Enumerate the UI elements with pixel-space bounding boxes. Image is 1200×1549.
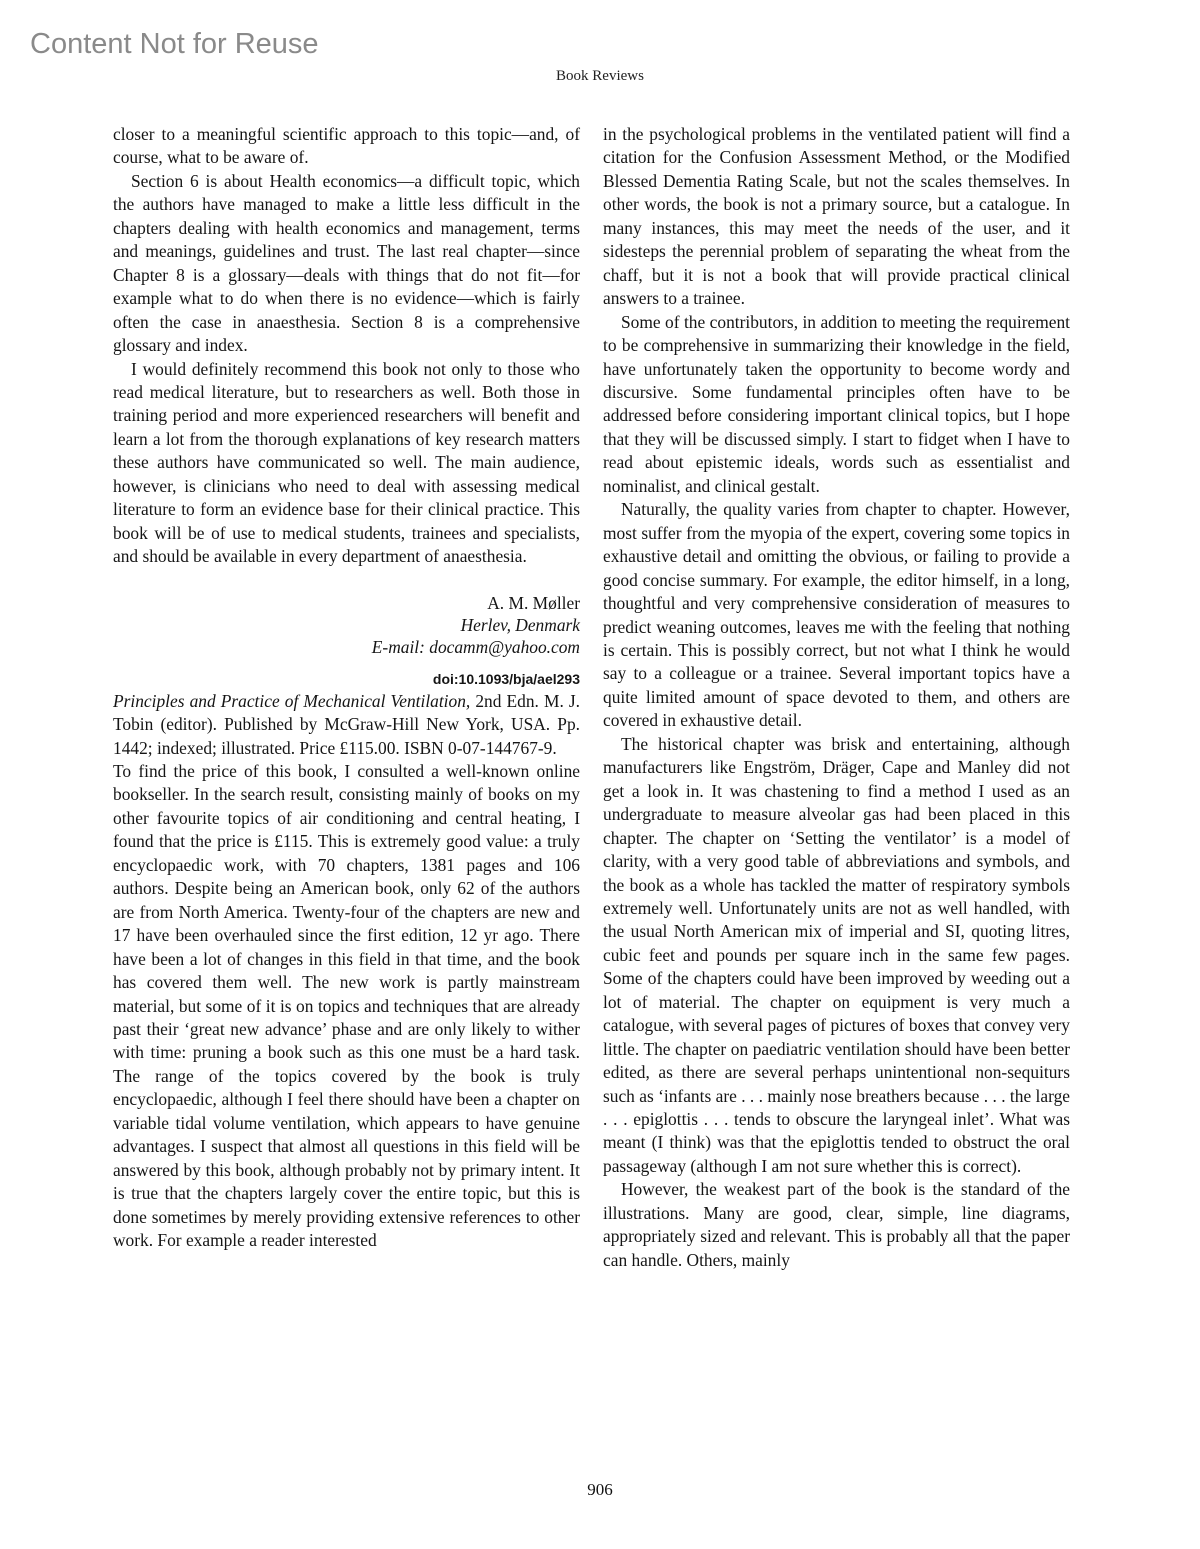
paragraph: Section 6 is about Health economics—a difficult topic, which the authors have managed to make a little less difficult in the chapters dealing with health economics and management, terms and meanings, guidelines and trust. The last real chapter—since Chapter 8 is a glossary—deals with things that do not fit—for example what to do when there is no evidence—which is fairly often the case in anaesthesia. Section 8 is a comprehensive glossary and index.	[113, 170, 580, 356]
book-citation	[113, 690, 580, 760]
paragraph: I would definitely recommend this book not only to those who read medical literature, but to researchers as well. Both those in training period and more experienced researchers will benefit and learn a lot from the thorough explanations of key research matters these authors have communicated so well. The main audience, however, is clinicians who need to deal with assessing medical literature to form an evidence base for their clinical practice. This book will be of use to medical students, trainees and specialists, and should be available in every department of anaesthesia.	[113, 358, 580, 567]
paragraph: Some of the contributors, in addition to meeting the requirement to be comprehensive in summarizing their knowledge in the field, have unfortunately taken the opportunity to become wordy and discursive. Some fundamental principles often have to be addressed before considering important clinical topics, but I hope that they will be discussed simply. I start to fidget when I have to read about epistemic ideals, words such as essentialist and nominalist, and clinical gestalt.	[603, 311, 1070, 496]
watermark: Content Not for Reuse	[30, 28, 319, 60]
reviewer-email: E-mail: docamm@yahoo.com	[371, 636, 580, 657]
paragraph: closer to a meaningful scientific approach to this topic—and, of course, what to be aware of.	[113, 124, 580, 168]
book-title: Principles and Practice of Mechanical Ventilation,	[113, 690, 471, 711]
reviewer-location: Herlev, Denmark	[460, 614, 580, 635]
reviewer-signature	[113, 592, 580, 690]
paragraph: To find the price of this book, I consulted a well-known online bookseller. In the search result, consisting mainly of books on my other favourite topics of air conditioning and central heating, I found that the price is £115. This is extremely good value: a truly encyclopaedic work, with 70 chapters, 1381 pages and 106 authors. Despite being an American book, only 62 of the authors are from North America. Twenty-four of the chapters are new and 17 have been overhauled since the first edition, 12 yr ago. There have been a lot of changes in this field in that time, and the book has covered them well. The new work is partly mainstream material, but some of it is on topics and techniques that are already past their ‘great new advance’ phase and are only likely to wither with time: pruning a book such as this one must be a hard task. The range of the topics covered by the book is truly encyclopaedic, although I feel there should have been a chapter on variable tidal volume ventilation, which appears to have genuine advantages. I suspect that almost all questions in this field will be answered by this book, although probably not by primary intent. It is true that the chapters largely cover the entire topic, but this is done sometimes by merely providing extensive references to other work. For example a reader interested	[113, 760, 580, 1251]
left-column	[113, 123, 580, 1252]
paragraph: Naturally, the quality varies from chapter to chapter. However, most suffer from the myopia of the expert, covering some topics in exhaustive detail and omitting the obvious, or failing to provide a good concise summary. For example, the editor himself, in a long, thoughtful and very comprehensive consideration of measures to predict weaning outcomes, leaves me with the feeling that nothing is certain. This is possibly correct, but not what I think he would say to a colleague or a trainee. Several important topics have a quite limited amount of space devoted to them, and others are covered in exhaustive detail.	[603, 499, 1070, 731]
doi-link[interactable]: doi:10.1093/bja/ael293	[432, 670, 580, 687]
running-head: Book Reviews	[556, 68, 644, 84]
paragraph: in the psychological problems in the ventilated patient will find a citation for the Confusion Assessment Method, or the Modified Blessed Dementia Rating Scale, but not the scales themselves. In other words, the book is not a primary source, but a catalogue. In many instances, this may meet the needs of the user, and it sidesteps the perennial problem of separating the wheat from the chaff, but it is not a book that will provide practical clinical answers to a trainee.	[603, 124, 1070, 309]
right-column	[603, 123, 1070, 1272]
paragraph: The historical chapter was brisk and entertaining, although manufacturers like Engström, Dräger, Cape and Manley did not get a look in. It was chastening to find a method I used as an undergraduate to measure alveolar gas had been placed in this chapter. The chapter on ‘Setting the ventilator’ is a model of clarity, with a very good table of abbreviations and symbols, and the book as a whole has tackled the matter of respiratory symbols extremely well. Unfortunately units are not as well handled, with the usual North American mix of imperial and SI, quoting litres, cubic feet and pounds per square inch in the same few pages. Some of the chapters could have been improved by weeding out a lot of material. The chapter on equipment is very much a catalogue, with several pages of pictures of boxes that convey very little. The chapter on paediatric ventilation should have been better edited, as there are several perhaps unintentional non-sequiturs such as ‘infants are . . . mainly nose breathers because . . . the large . . . epiglottis . . . tends to obscure the laryngeal inlet’. What was meant (I think) was that the epiglottis tended to obstruct the oral passageway (although I am not sure whether this is correct).	[603, 733, 1070, 1176]
book-details: 2nd Edn. M. J. Tobin (editor). Published by McGraw-Hill New York, USA. Pp. 1442; indexed; illustrated. Price £115.00. ISBN 0-07-144767-9.	[113, 690, 581, 758]
page-number: 906	[587, 1480, 613, 1499]
paragraph: However, the weakest part of the book is the standard of the illustrations. Many are good, clear, simple, line diagrams, appropriately sized and relevant. This is probably all that the paper can handle. Others, mainly	[603, 1179, 1070, 1270]
reviewer-name: A. M. Møller	[487, 592, 580, 613]
